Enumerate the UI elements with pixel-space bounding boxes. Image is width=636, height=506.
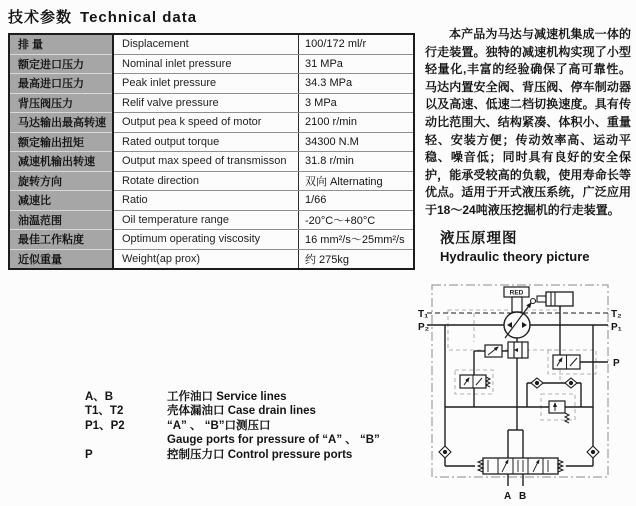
table-row	[9, 249, 414, 269]
param-name-en: Peak inlet pressure	[113, 74, 299, 94]
param-value: 100/172 ml/r	[299, 34, 415, 54]
param-name-en: Output max speed of transmisson	[113, 152, 299, 172]
legend-ports: T1、T2	[85, 405, 124, 418]
table-row	[9, 210, 414, 230]
table-row	[9, 113, 414, 133]
param-value: 16 mm²/s～25mm²/s	[299, 230, 415, 250]
param-name-en: Relif valve pressure	[113, 93, 299, 113]
relief-valve-symbol	[549, 401, 569, 423]
legend-ports: P1、P2	[85, 419, 125, 432]
param-name-cn: 最佳工作粘度	[9, 230, 113, 250]
param-name-cn: 油温范围	[9, 210, 113, 230]
param-name-cn: 额定输出扭矩	[9, 132, 113, 152]
table-row	[9, 152, 414, 172]
legend-desc: 工作油口 Service lines	[167, 391, 287, 403]
port-label-a: A	[504, 491, 512, 502]
param-value: -20°C～+80°C	[299, 210, 415, 230]
brake-cylinder-symbol	[537, 292, 573, 310]
param-value: 3 MPa	[299, 93, 415, 113]
legend-ports: A、B	[85, 391, 114, 403]
port-legend	[85, 390, 420, 462]
param-name-cn: 减速比	[9, 191, 113, 211]
param-name-cn: 马达输出最高转速	[9, 113, 113, 133]
param-name-en: Rated output torque	[113, 132, 299, 152]
spring-icon	[478, 460, 483, 472]
motor-tag-label: RED	[509, 289, 524, 297]
table-row	[9, 93, 414, 113]
legend-row	[85, 419, 420, 433]
param-value: 34.3 MPa	[299, 74, 415, 94]
legend-desc: 控制压力口 Control pressure ports	[167, 448, 353, 461]
param-name-en: Rotate direction	[113, 171, 299, 191]
param-name-en: Nominal inlet pressure	[113, 54, 299, 74]
param-value: 1/66	[299, 191, 415, 211]
table-row	[9, 34, 414, 54]
port-label-b: B	[519, 491, 527, 502]
port-label-t2: T₂	[611, 309, 622, 320]
port-label-p1: P₁	[611, 322, 622, 333]
table-row	[9, 171, 414, 191]
param-name-en: Output pea k speed of motor	[113, 113, 299, 133]
legend-ports	[85, 433, 167, 447]
port-label-p2: P₂	[418, 322, 430, 333]
page-title-cn: 技术参数	[8, 9, 73, 26]
param-name-cn: 近似重量	[9, 249, 113, 269]
param-value: 2100 r/min	[299, 113, 415, 133]
legend-desc: 壳体漏油口 Case drain lines	[167, 405, 316, 418]
param-name-en: Ratio	[113, 191, 299, 211]
param-name-cn: 额定进口压力	[9, 54, 113, 74]
pilot-control-valve-symbol	[553, 355, 580, 369]
param-value: 31 MPa	[299, 54, 415, 74]
legend-row	[85, 433, 420, 447]
param-name-en: Displacement	[113, 34, 299, 54]
legend-row	[85, 448, 420, 462]
hydraulic-heading-cn: 液压原理图	[440, 231, 518, 247]
table-row	[9, 132, 414, 152]
counterbalance-valve-symbol	[508, 342, 528, 358]
param-name-cn: 减速机输出转速	[9, 152, 113, 172]
table-row	[9, 54, 414, 74]
shift-valve-symbol	[460, 375, 490, 388]
param-name-en: Optimum operating viscosity	[113, 230, 299, 250]
param-name-cn: 背压阀压力	[9, 93, 113, 113]
port-label-t1: T₁	[418, 309, 429, 320]
table-row	[9, 191, 414, 211]
param-value: 34300 N.M	[299, 132, 415, 152]
hydraulic-circuit-diagram	[415, 280, 636, 506]
product-description: 本产品为马达与减速机集成一体的行走装置。独特的减速机构实现了小型轻量化,丰富的经验确保了高可靠性。马达内置安全阀、背压阀、停车制动器以及高速、低速二档切换速度。具有传动比范围大、结构紧凑、体积小、重量轻、安装方便；传动效率高、运动平稳、噪音低；同时具有良好的安全保护，能承受较高的负载，使用寿命长等优点。适用于开式液压系统，广泛应用于18～24吨液压挖掘机的行走装置。	[425, 27, 631, 217]
table-row	[9, 74, 414, 94]
spring-icon	[486, 377, 490, 387]
param-name-cn: 排 量	[9, 34, 113, 54]
spring-icon	[565, 413, 569, 423]
legend-ports: P	[85, 448, 93, 461]
param-value: 31.8 r/min	[299, 152, 415, 172]
legend-desc: Gauge ports for pressure of “A” 、 “B”	[167, 434, 380, 447]
param-name-en: Oil temperature range	[113, 210, 299, 230]
param-value: 双向 Alternating	[299, 171, 415, 191]
port-label-p: P	[613, 358, 620, 369]
param-name-cn: 最高进口压力	[9, 74, 113, 94]
pressure-valve-symbol	[485, 345, 502, 357]
page-title	[8, 6, 197, 27]
page-title-en: Technical data	[80, 9, 198, 26]
table-row	[9, 230, 414, 250]
param-name-en: Weight(ap prox)	[113, 249, 299, 269]
hydraulic-heading	[440, 231, 590, 265]
legend-desc: “A” 、 “B”口测压口	[167, 419, 271, 432]
legend-row	[85, 390, 420, 404]
param-value: 约 275kg	[305, 253, 350, 266]
param-name-cn: 旋转方向	[9, 171, 113, 191]
technical-data-table	[8, 33, 415, 270]
hydraulic-heading-en: Hydraulic theory picture	[440, 249, 590, 264]
legend-row	[85, 404, 420, 418]
directional-valve-symbol	[478, 458, 563, 474]
